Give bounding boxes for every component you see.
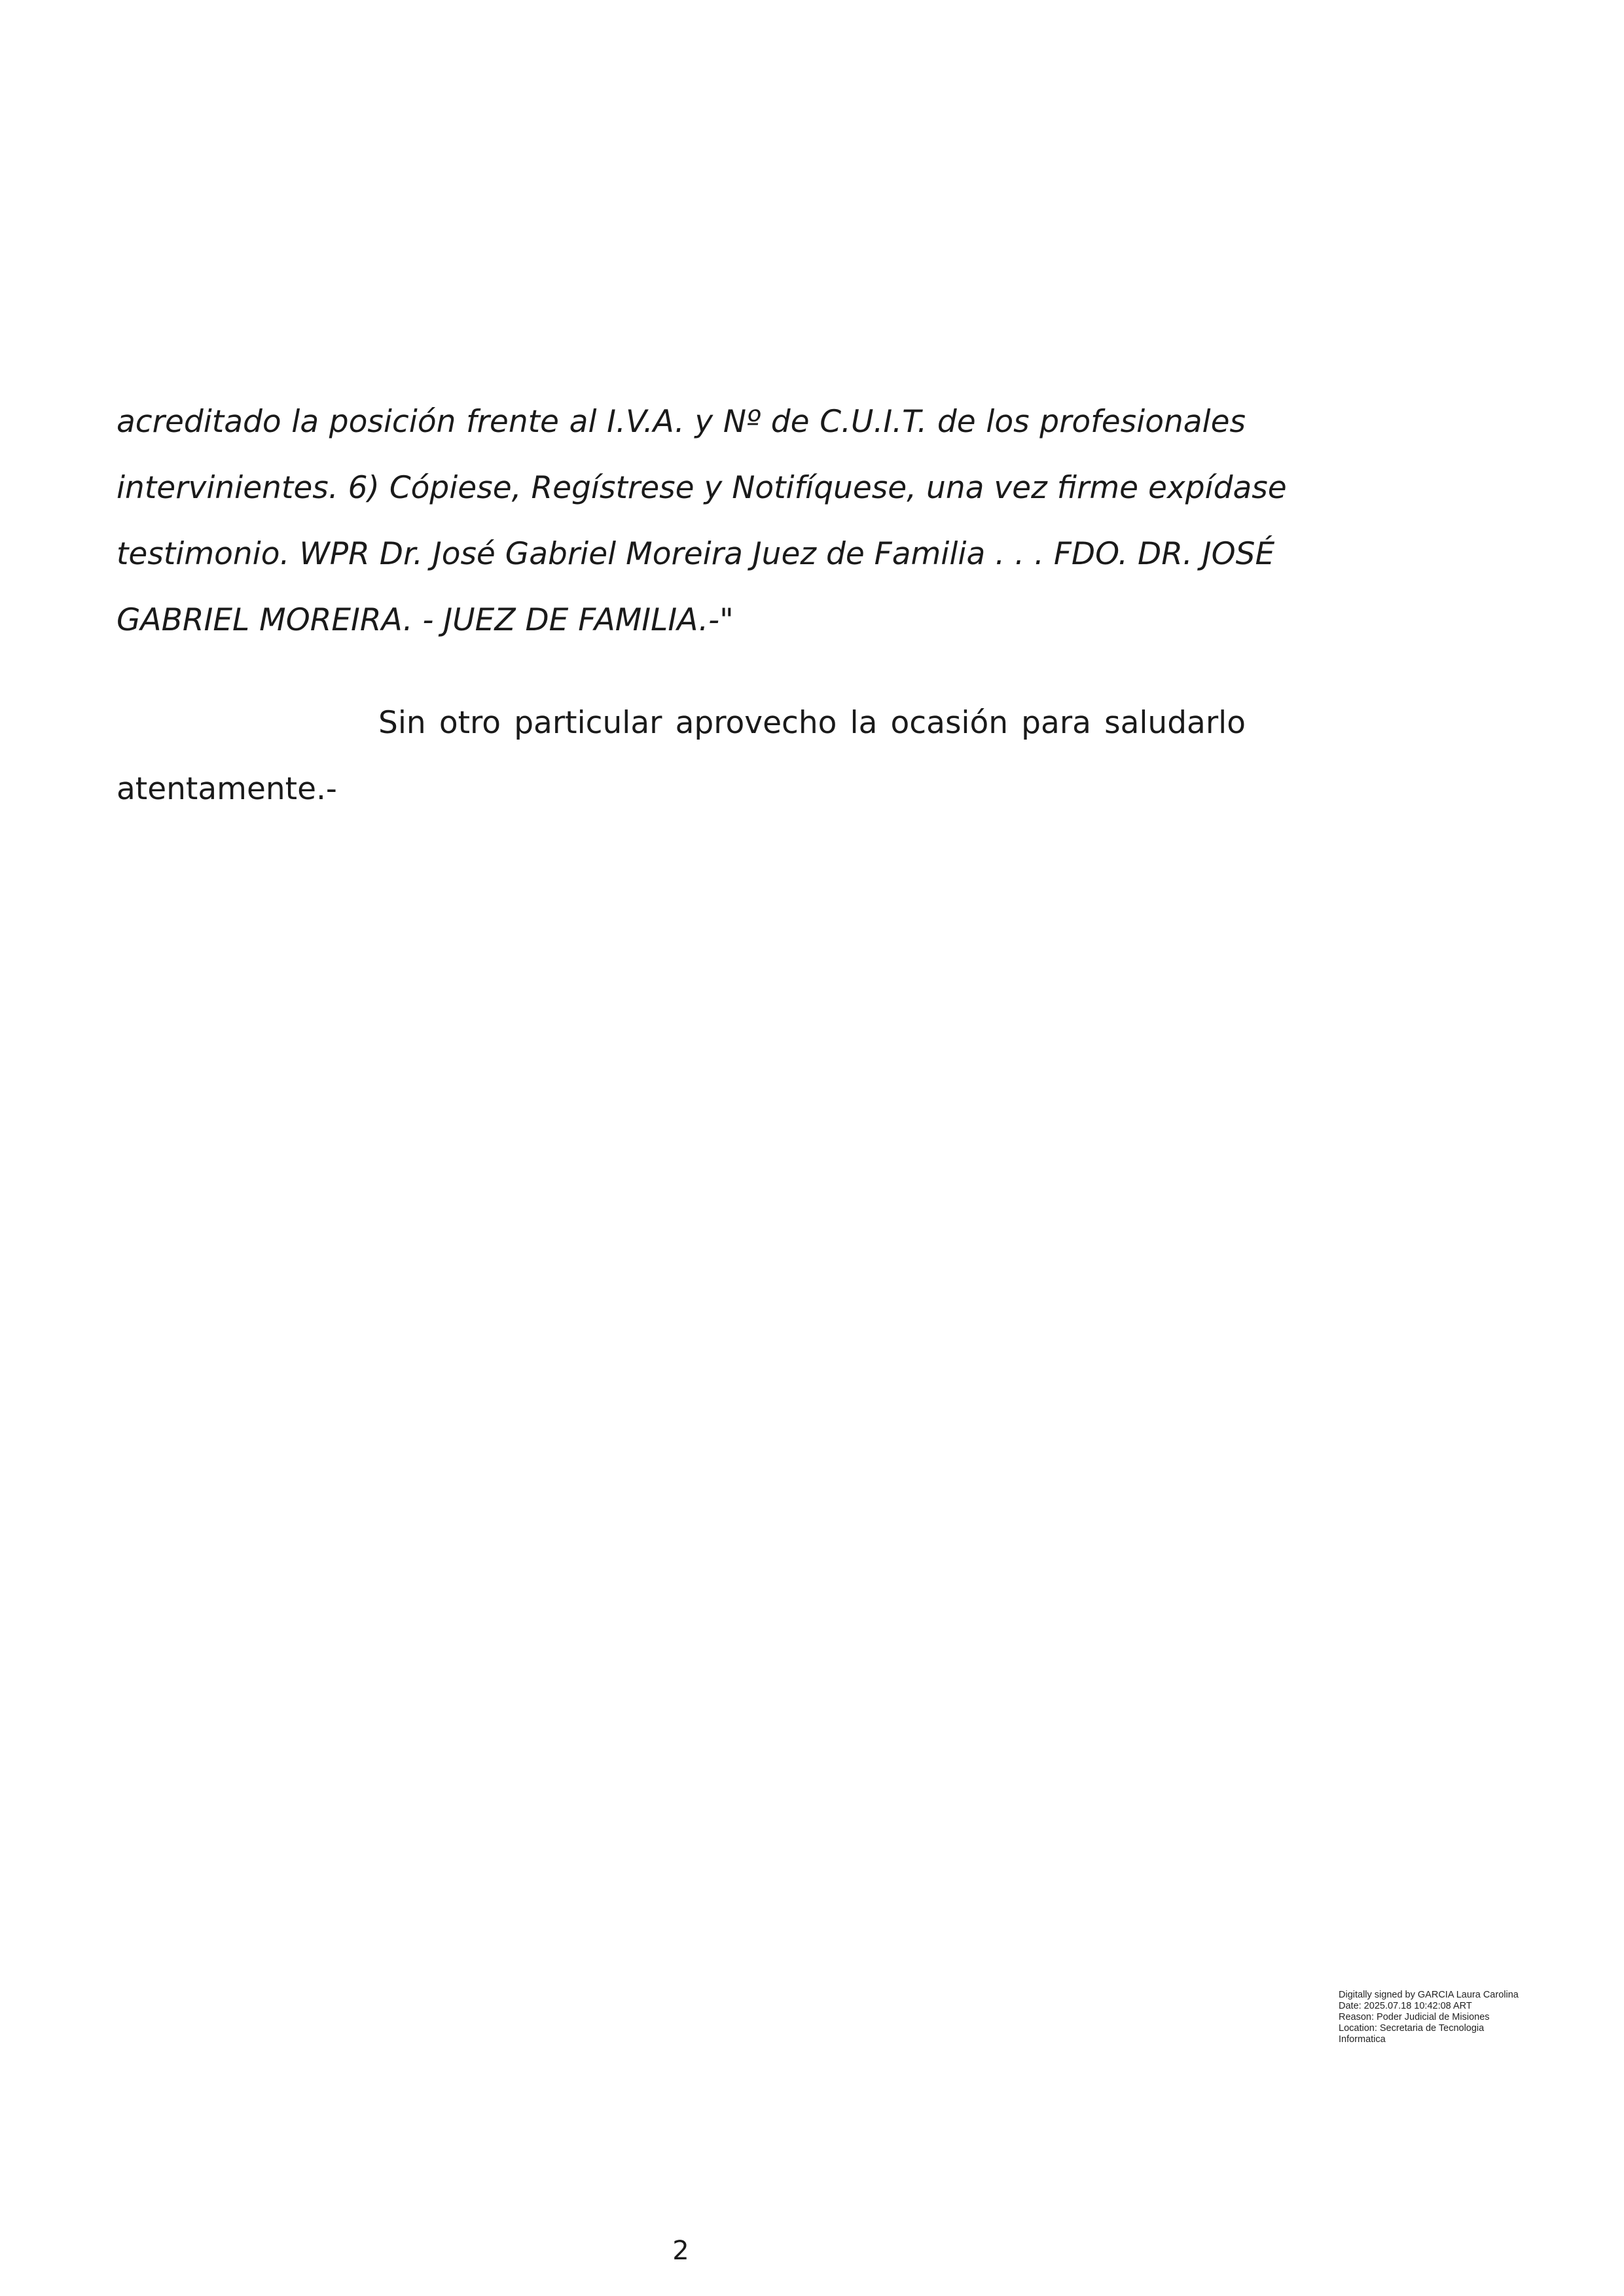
signature-line: Location: Secretaria de Tecnologia xyxy=(1339,2023,1485,2034)
page-number: 2 xyxy=(672,2236,689,2266)
signature-line: Digitally signed by GARCIA Laura Carolina xyxy=(1339,1990,1519,2000)
quoted-line: testimonio. WPR Dr. José Gabriel Moreira Juez de Familia . . . FDO. DR. JOSÉ xyxy=(117,536,1275,572)
digital-signature-stamp xyxy=(1339,1990,1587,2045)
closing-line: Sin otro particular aprovecho la ocasión para saludarlo xyxy=(378,705,1246,741)
quoted-line: intervinientes. 6) Cópiese, Regístrese y Notifíquese, una vez firme expídase xyxy=(117,470,1287,506)
signature-line: Date: 2025.07.18 10:42:08 ART xyxy=(1339,2001,1472,2011)
quoted-resolution-text xyxy=(117,389,1287,653)
quoted-line: acreditado la posición frente al I.V.A. y Nº de C.U.I.T. de los profesionales xyxy=(117,404,1246,440)
closing-line: atentamente.- xyxy=(117,771,337,807)
signature-line: Reason: Poder Judicial de Misiones xyxy=(1339,2012,1490,2022)
quoted-line: GABRIEL MOREIRA. - JUEZ DE FAMILIA.-" xyxy=(117,602,734,638)
closing-paragraph xyxy=(117,690,1246,822)
signature-line: Informatica xyxy=(1339,2034,1386,2045)
